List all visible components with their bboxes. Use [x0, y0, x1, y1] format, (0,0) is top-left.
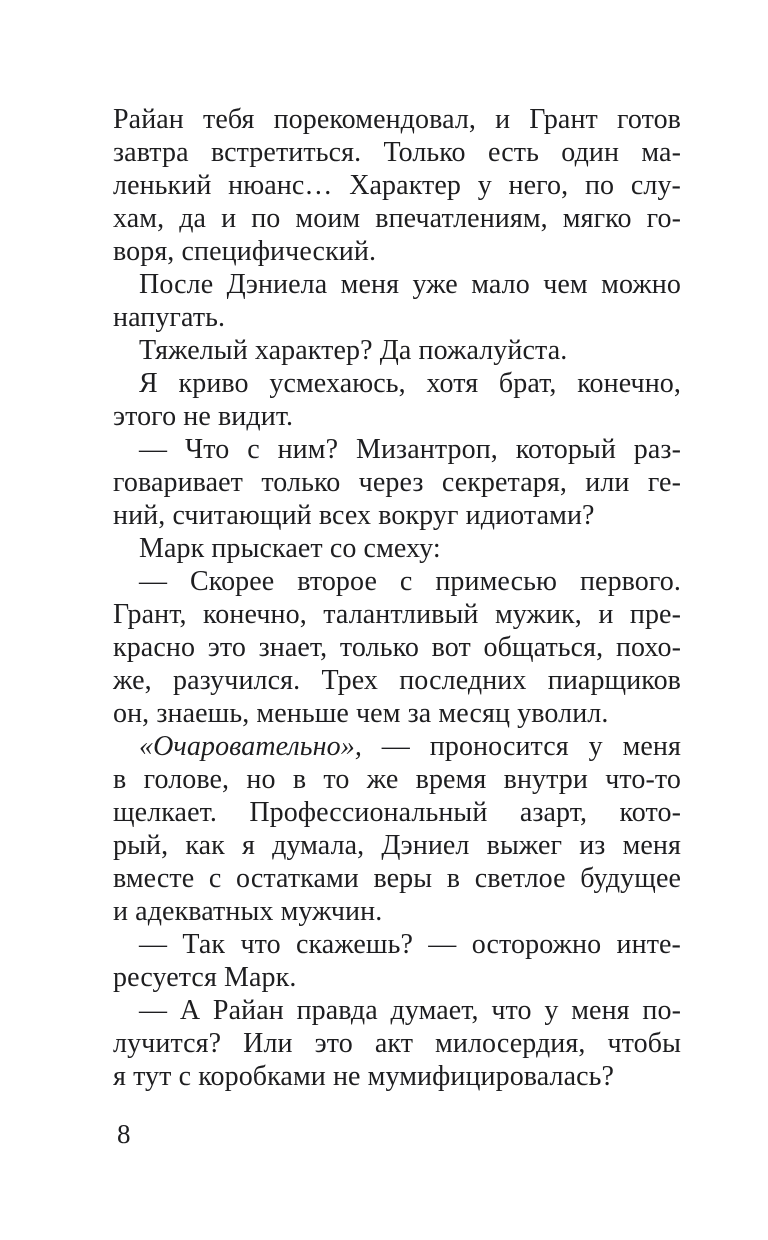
text-line — [113, 301, 681, 334]
text-line — [113, 466, 681, 499]
text-segment: в голове, но в то же время внутри что-то — [113, 764, 681, 795]
text-line — [113, 433, 681, 466]
text-line — [113, 631, 681, 664]
text-line — [113, 961, 681, 994]
text-line — [113, 103, 681, 136]
text-line — [113, 1060, 681, 1093]
text-line — [113, 367, 681, 400]
text-segment: лучится? Или это акт милосердия, чтобы — [113, 1028, 681, 1059]
paragraph — [113, 532, 681, 565]
paragraph — [113, 103, 681, 268]
text-segment: хам, да и по моим впечатлениям, мягко го- — [113, 203, 681, 234]
text-line — [113, 235, 681, 268]
text-line — [113, 895, 681, 928]
text-line — [113, 532, 681, 565]
text-segment: вместе с остатками веры в светлое будущее — [113, 863, 681, 894]
text-segment: я тут с коробками не мумифицировалась? — [113, 1061, 615, 1092]
text-line — [113, 1027, 681, 1060]
text-line — [113, 763, 681, 796]
paragraph — [113, 268, 681, 334]
text-segment: завтра встретиться. Только есть один ма- — [113, 137, 681, 168]
text-segment: ний, считающий всех вокруг идиотами? — [113, 500, 595, 531]
text-segment: воря, специфический. — [113, 236, 377, 267]
text-line — [113, 796, 681, 829]
text-line — [113, 499, 681, 532]
text-line — [113, 268, 681, 301]
text-block — [113, 103, 681, 1093]
text-segment: Тяжелый характер? Да пожалуйста. — [139, 335, 568, 366]
paragraph — [113, 334, 681, 367]
text-segment: — Что с ним? Мизантроп, который раз- — [139, 434, 681, 465]
text-segment: этого не видит. — [113, 401, 294, 432]
text-line — [113, 598, 681, 631]
text-line — [113, 400, 681, 433]
text-line — [113, 928, 681, 961]
paragraph — [113, 367, 681, 433]
text-line — [113, 169, 681, 202]
text-segment: же, разучился. Трех последних пиарщиков — [113, 665, 681, 696]
text-segment: говаривает только через секретаря, или ге- — [113, 467, 681, 498]
text-segment: Я криво усмехаюсь, хотя брат, конечно, — [139, 368, 681, 399]
paragraph — [113, 433, 681, 532]
text-segment: — Скорее второе с примесью первого. — [139, 566, 681, 597]
text-segment: и адекватных мужчин. — [113, 896, 383, 927]
page-number: 8 — [117, 1119, 131, 1149]
text-segment: ленький нюанс… Характер у него, по слу- — [113, 170, 681, 201]
text-line — [113, 730, 681, 763]
text-line — [113, 664, 681, 697]
text-line — [113, 202, 681, 235]
text-segment: — А Райан правда думает, что у меня по- — [139, 995, 681, 1026]
text-line — [113, 565, 681, 598]
text-segment: рый, как я думала, Дэниел выжег из меня — [113, 830, 681, 861]
text-segment: Грант, конечно, талантливый мужик, и пре- — [113, 599, 681, 630]
paragraph — [113, 928, 681, 994]
text-segment: Марк прыскает со смеху: — [139, 533, 441, 564]
text-segment: щелкает. Профессиональный азарт, кото- — [113, 797, 681, 828]
text-segment: он, знаешь, меньше чем за месяц уволил. — [113, 698, 609, 729]
text-segment: красно это знает, только вот общаться, похо- — [113, 632, 681, 663]
text-line — [113, 994, 681, 1027]
paragraph — [113, 994, 681, 1093]
text-segment: ресуется Марк. — [113, 962, 297, 993]
text-line — [113, 829, 681, 862]
text-segment: После Дэниела меня уже мало чем можно — [139, 269, 681, 300]
text-line — [113, 334, 681, 367]
text-line — [113, 136, 681, 169]
text-line — [113, 862, 681, 895]
italic-text-segment: «Очаровательно», — [139, 731, 362, 762]
text-segment: Райан тебя порекомендовал, и Грант готов — [113, 104, 681, 135]
text-segment: — Так что скажешь? — осторожно инте- — [139, 929, 681, 960]
text-segment: напугать. — [113, 302, 226, 333]
text-segment: — проносится у меня — [361, 731, 681, 762]
text-line — [113, 697, 681, 730]
paragraph — [113, 730, 681, 928]
paragraph — [113, 565, 681, 730]
